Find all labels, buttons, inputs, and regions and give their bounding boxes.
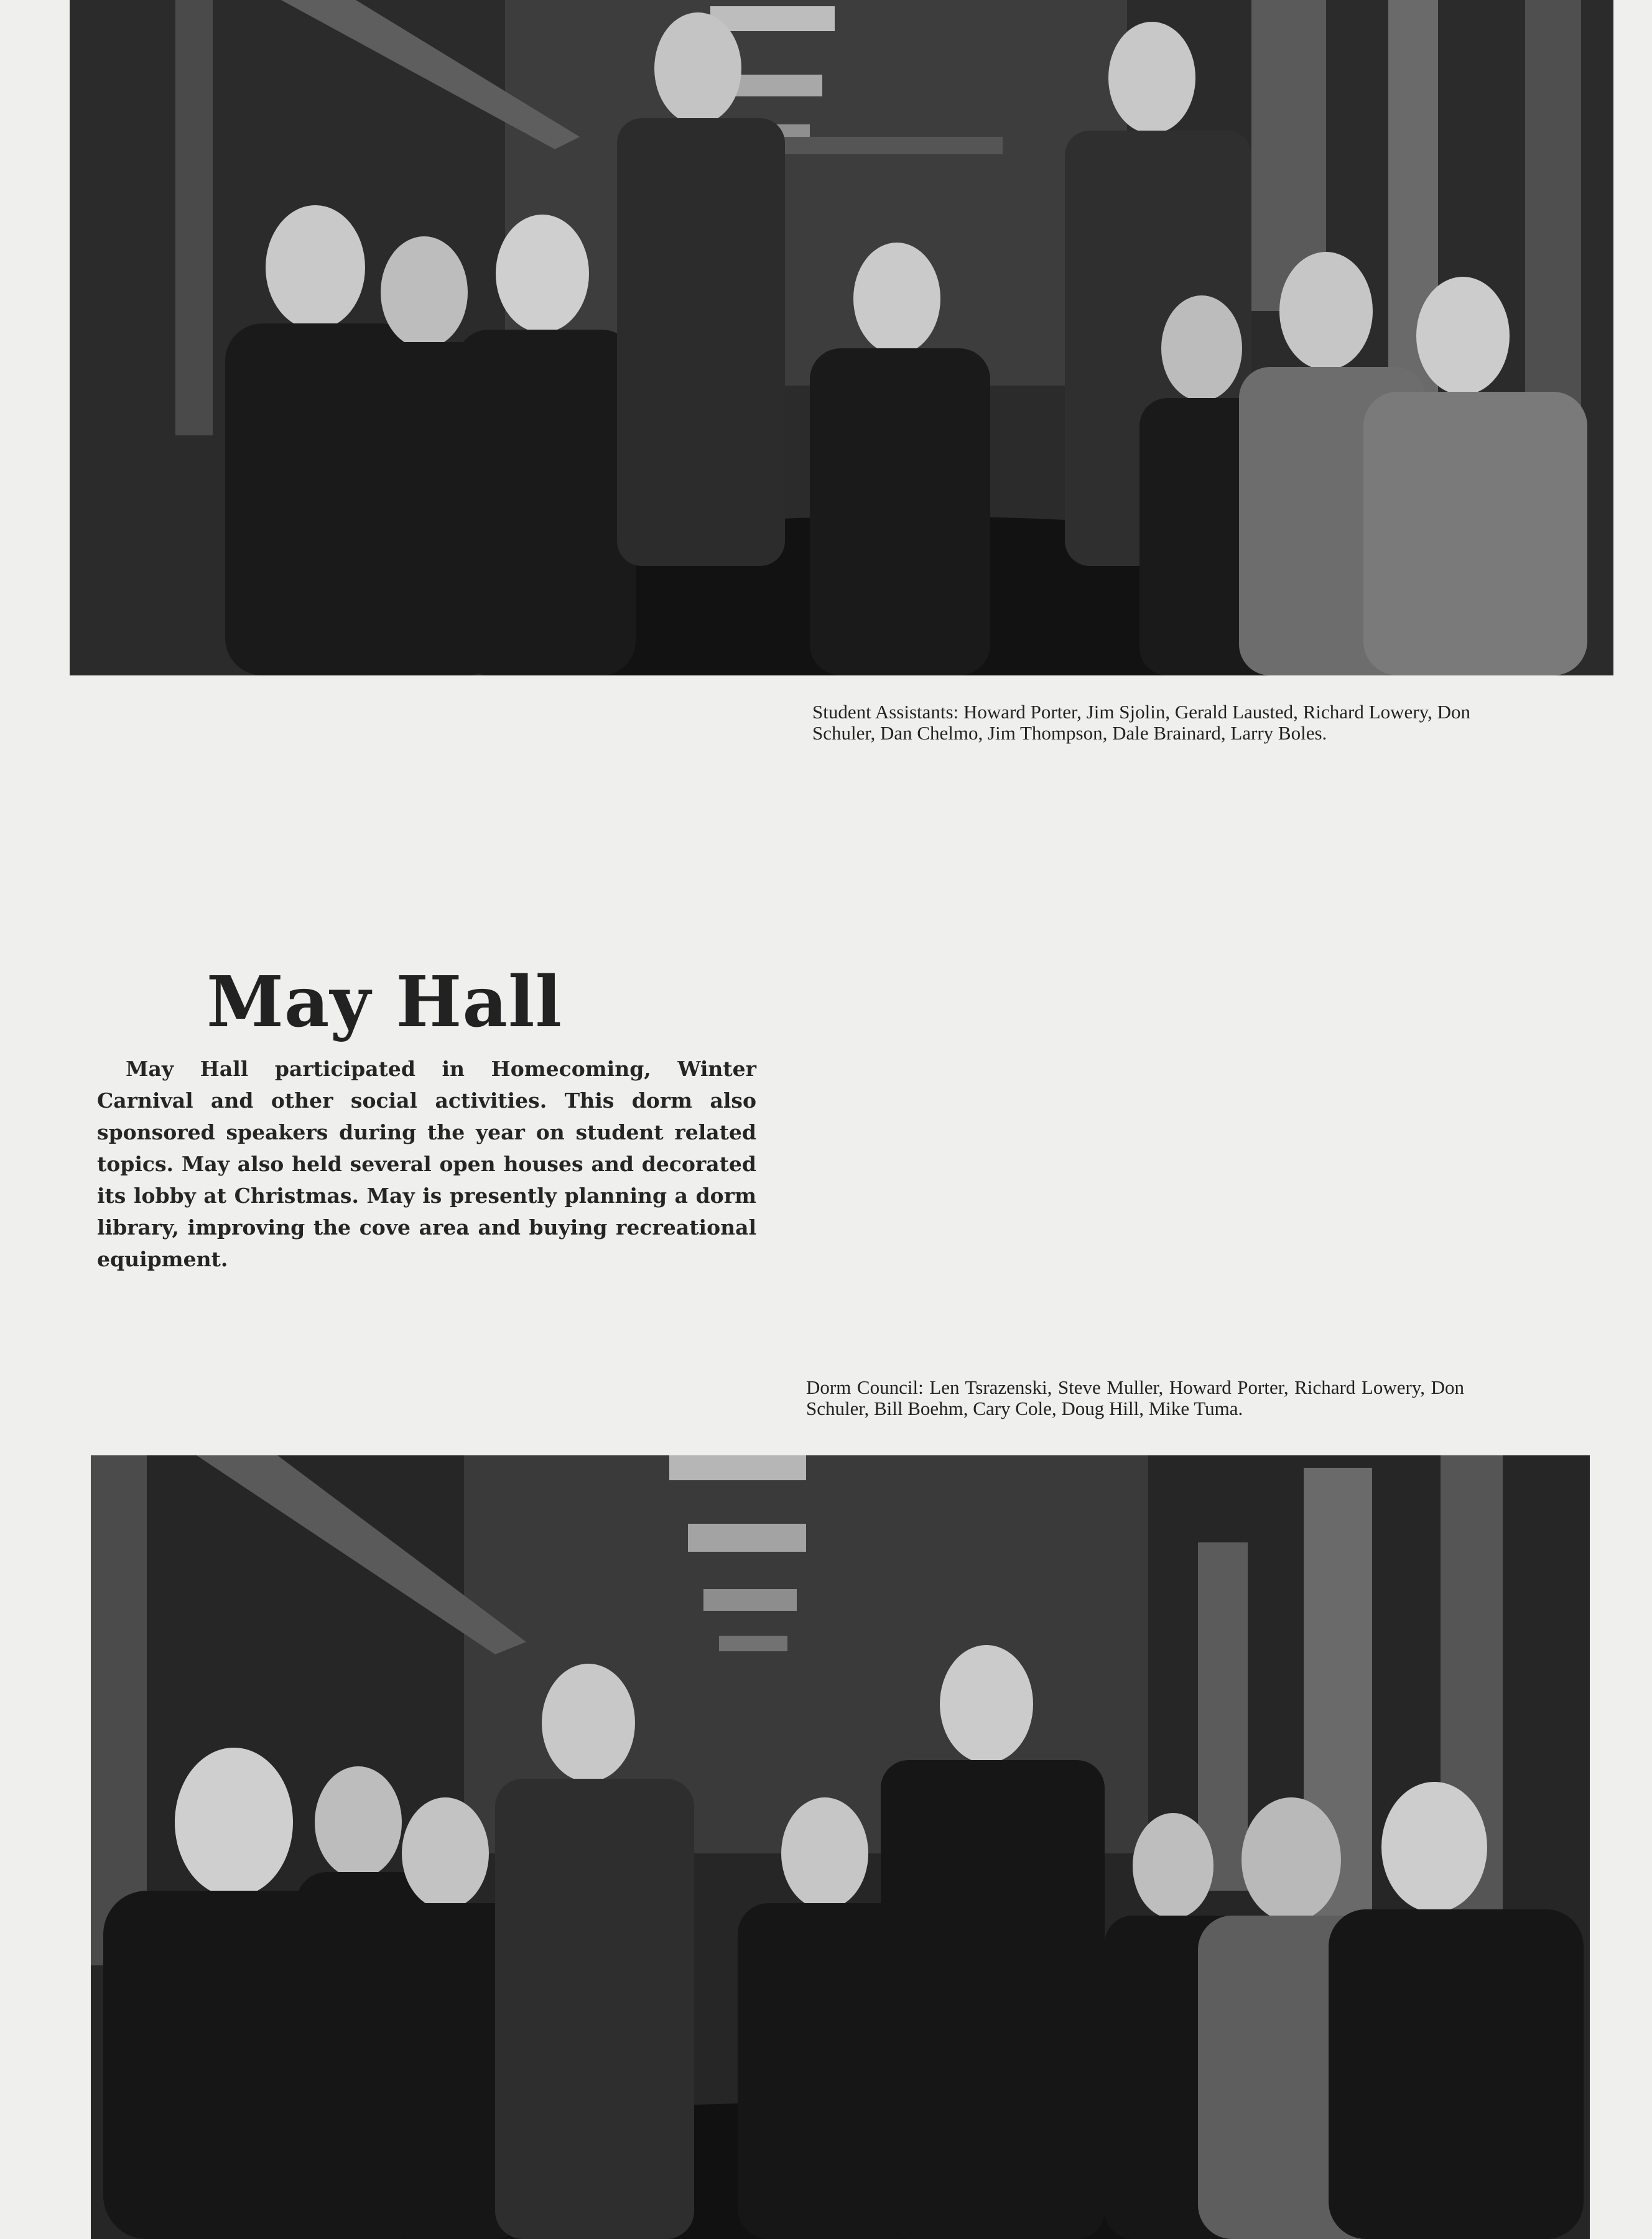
- photo-caption-student-assistants: Student Assistants: Howard Porter, Jim Sjolin, Gerald Lausted, Richard Lowery, Don Schuler, Dan Chelmo, Jim Thompson, Dale Brainard, Larry Boles.: [812, 701, 1470, 744]
- page-title: May Hall: [206, 962, 563, 1044]
- photo-caption-dorm-council: Dorm Council: Len Tsrazenski, Steve Muller, Howard Porter, Richard Lowery, Don Schuler, Bill Boehm, Cary Cole, Doug Hill, Mike Tuma.: [806, 1376, 1464, 1419]
- photo-dorm-council: [91, 1455, 1590, 2239]
- article-body: May Hall participated in Homecoming, Winter Carnival and other social activities. This dorm also sponsored speakers during the year on student related topics. May also held several open houses and decorated its lobby at Christmas. May is presently planning a dorm library, improving the cove area and buying recreational equipment.: [97, 1057, 756, 1271]
- photo-student-assistants: [70, 0, 1613, 675]
